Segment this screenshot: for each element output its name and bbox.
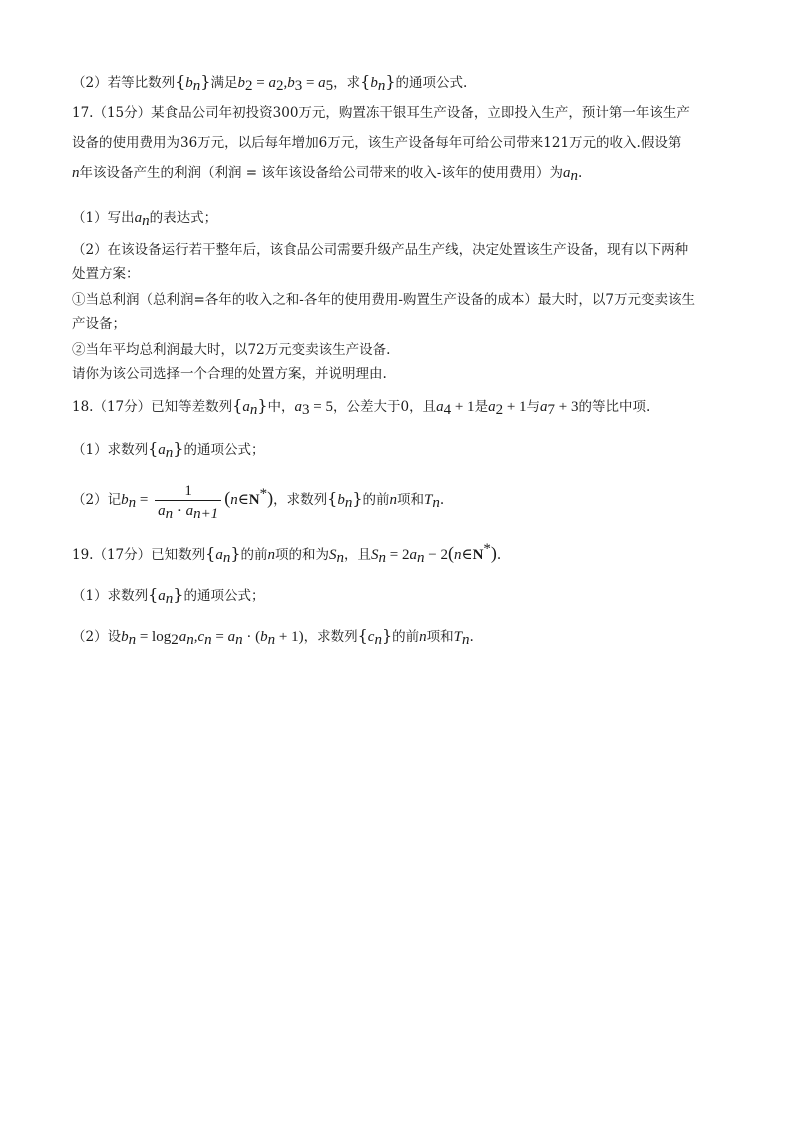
p19-stem: 19.（17分）已知数列$\{a_n\}$的前n项的和为$S_n$，且$S_n = 2a_n$ − 2(n∈N*). <box>72 541 502 566</box>
p19-part1: （1）求数列$\{a_n\}$的通项公式； <box>72 585 265 607</box>
p17-option2: ②当年平均总利润最大时，以72万元变卖该生产设备. <box>72 342 391 358</box>
p16-part2: （2）若等比数列$\{b_n\}$满足$b_2 = a_2,b_3 = a_5$，求$\{b_n\}$的通项公式. <box>72 72 468 94</box>
p17-question: 请你为该公司选择一个合理的处置方案，并说明理由. <box>72 366 387 382</box>
p18-part1: （1）求数列$\{a_n\}$的通项公式； <box>72 439 265 461</box>
p18-stem: 18.（17分）已知等差数列$\{a_n\}$中，$a_3 = 5$，公差大于0，且$a_4 + 1$是$a_2 + 1$与$a_7 + 3$的等比中项. <box>72 396 651 418</box>
p17-part2-line2: 处置方案： <box>72 266 140 282</box>
p19-part2: （2）设$b_n = \log_2a_n,c_n = a_n \cdot (b_n + 1)$，求数列$\{c_n\}$的前n项和$T_n$. <box>72 626 474 648</box>
p18-part2: （2）记$b_n$ = $\frac{1}{a_n \cdot a_{n+1}}$ (n∈N*)，求数列$\{b_n\}$的前n项和$T_n$. <box>72 482 445 522</box>
p17-option1-line1: ①当总利润（总利润=各年的收入之和-各年的使用费用-购置生产设备的成本）最大时，以7万元变卖该生 <box>72 292 696 308</box>
p17-stem-line3: n年该设备产生的利润（利润 = 该年该设备给公司带来的收入-该年的使用费用）为$a_n$. <box>72 165 583 184</box>
p17-part1: （1）写出$a_n$的表达式； <box>72 210 218 229</box>
p17-stem-line1: 17.（15分）某食品公司年初投资300万元，购置冻干银耳生产设备，立即投入生产，预计第一年该生产 <box>72 105 690 121</box>
fraction: $\frac{1}{a_n \cdot a_{n+1}}$ <box>155 483 221 519</box>
p17-part2-line1: （2）在该设备运行若干整年后，该食品公司需要升级产品生产线，决定处置该生产设备，现有以下两种 <box>72 242 689 258</box>
p17-option1-line2: 产设备； <box>72 316 126 332</box>
p17-stem-line2: 设备的使用费用为36万元，以后每年增加6万元，该生产设备每年可给公司带来121万元的收入.假设第 <box>72 135 682 151</box>
